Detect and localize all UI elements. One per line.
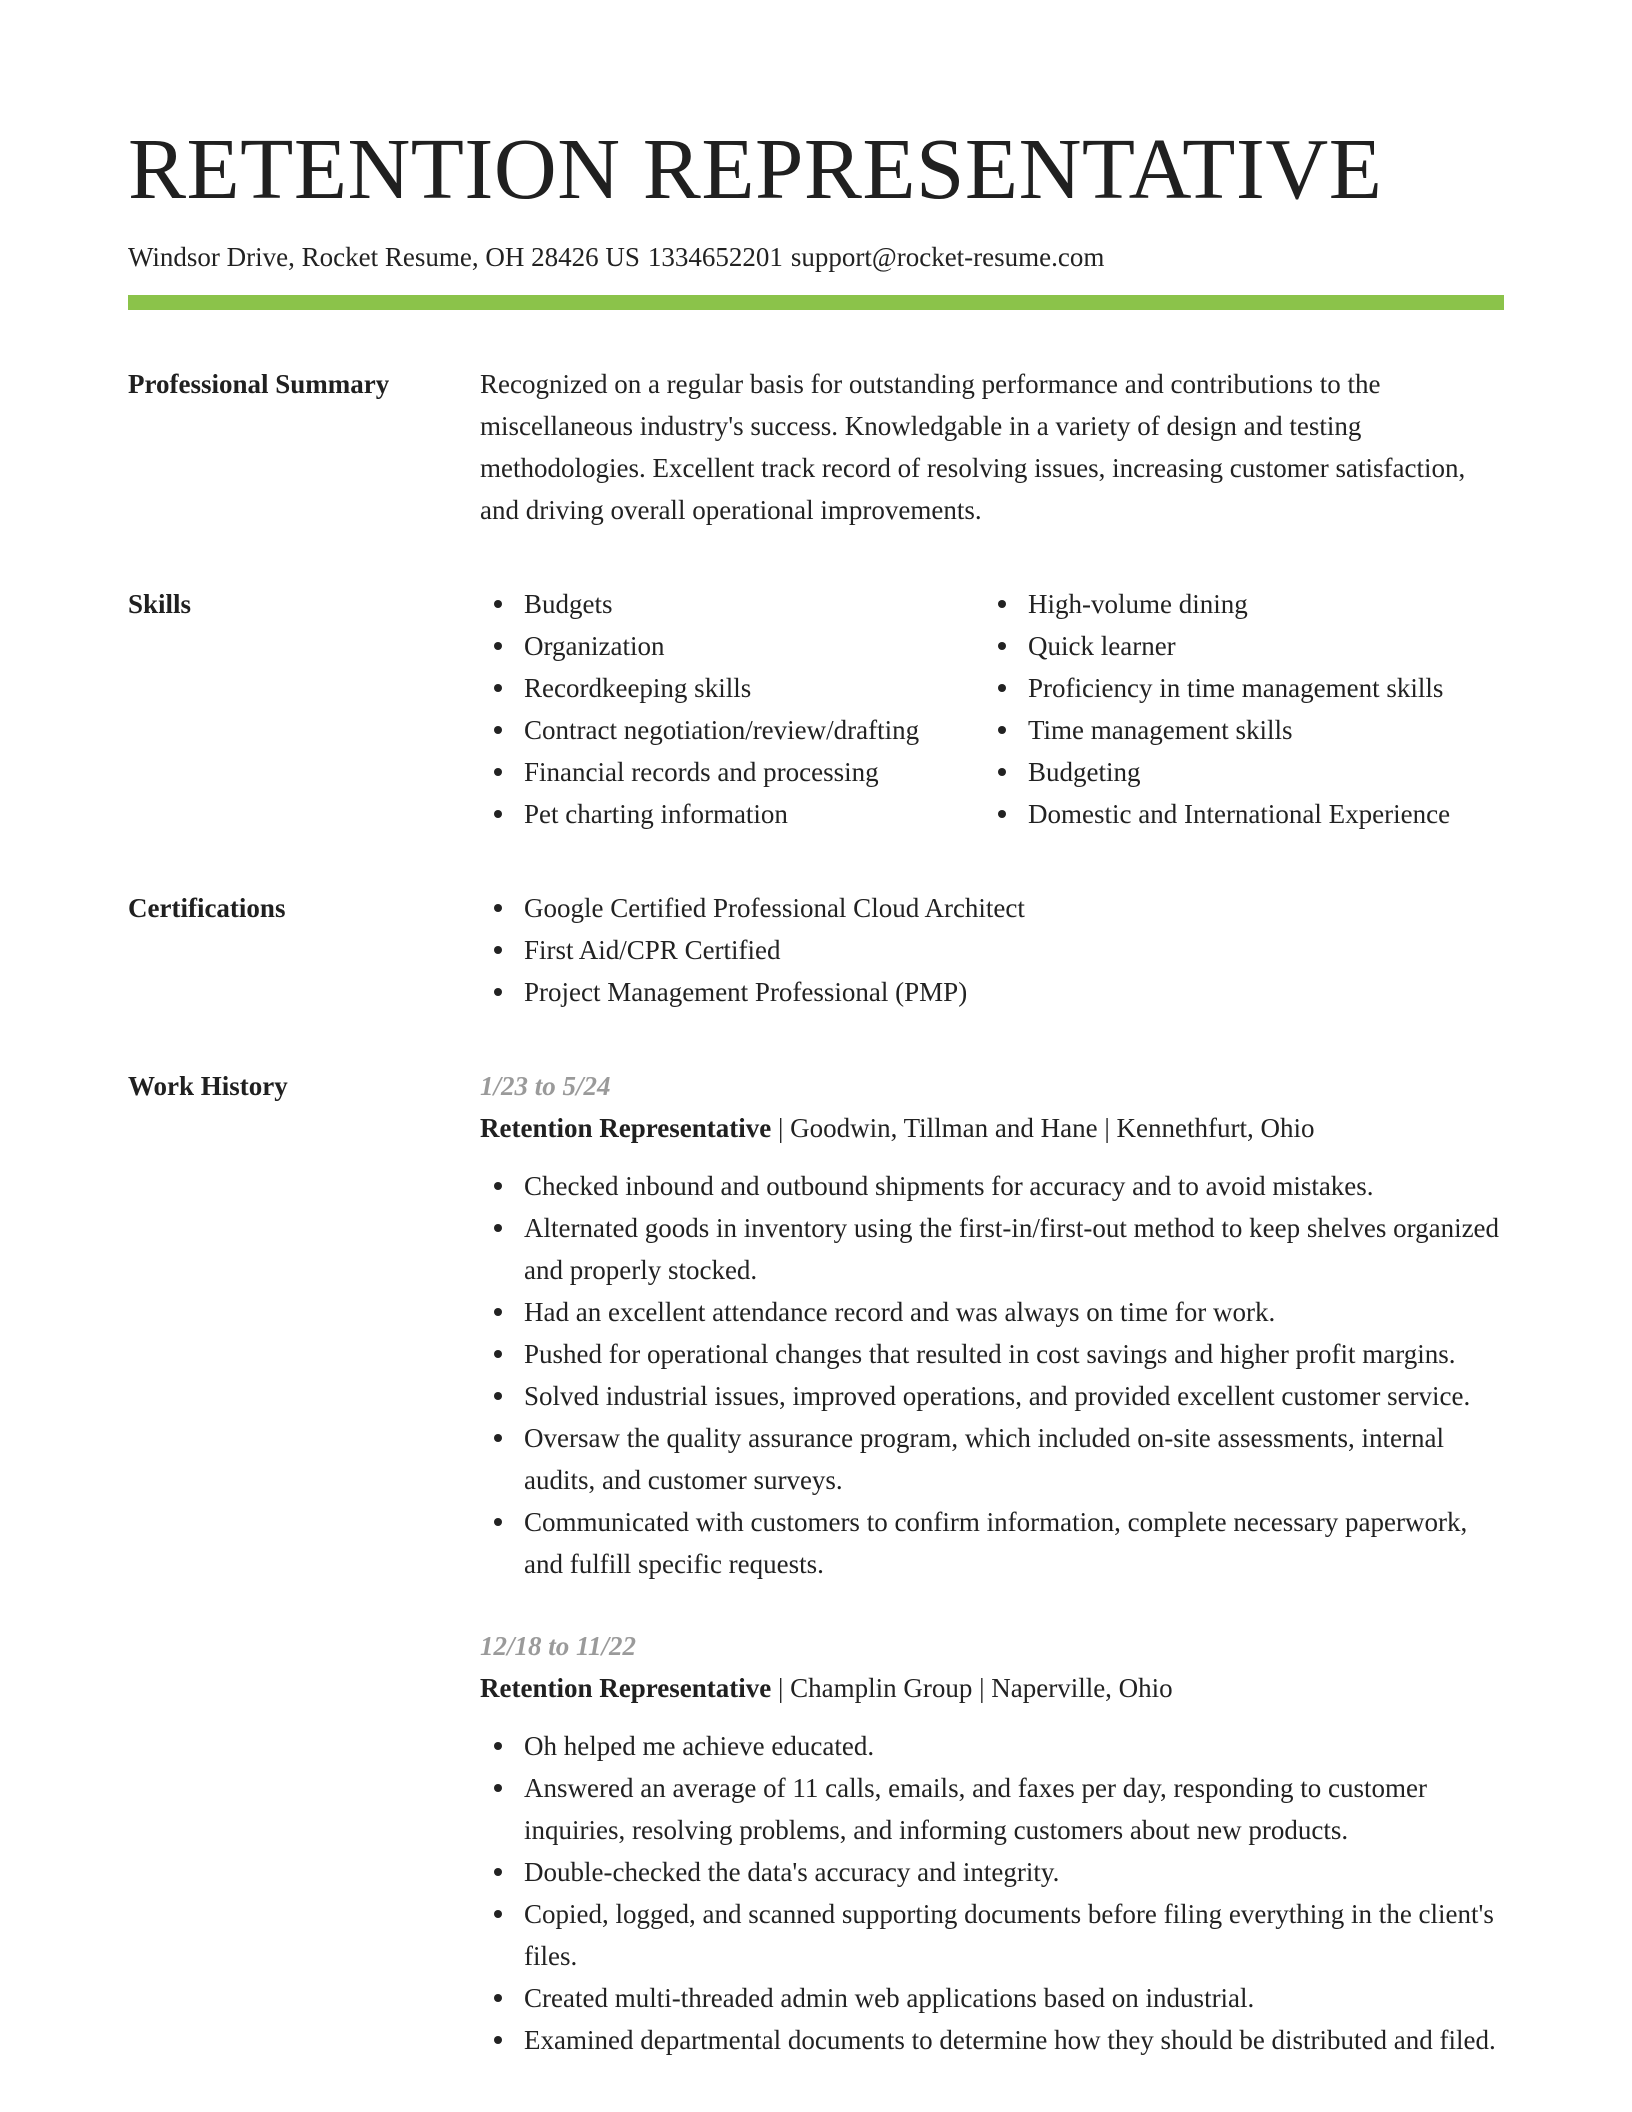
work-history-section — [128, 1065, 1504, 2061]
job-role: Retention Representative — [480, 1113, 772, 1143]
contact-line — [128, 239, 1504, 275]
certifications-section — [128, 887, 1504, 1013]
job-duty-item: Pushed for operational changes that resulted in cost savings and higher profit margins. — [480, 1333, 1504, 1375]
certifications-body — [480, 887, 1504, 1013]
job-duty-item: Answered an average of 11 calls, emails, and faxes per day, responding to customer inquiries, resolving problems, and informing customers about new products. — [480, 1767, 1504, 1851]
skills-grid — [480, 583, 1504, 835]
certification-item: First Aid/CPR Certified — [480, 929, 1504, 971]
work-history-label: Work History — [128, 1071, 288, 1101]
job-duty-item: Created multi-threaded admin web applications based on industrial. — [480, 1977, 1504, 2019]
job-duty-item: Had an excellent attendance record and was always on time for work. — [480, 1291, 1504, 1333]
skill-item: Budgets — [480, 583, 984, 625]
header-accent-rule — [128, 295, 1504, 310]
resume-title: RETENTION REPRESENTATIVE — [128, 120, 1383, 217]
job-employer-location: | Goodwin, Tillman and Hane | Kennethfurt, Ohio — [771, 1113, 1315, 1143]
summary-section — [128, 363, 1504, 531]
contact-address: Windsor Drive, Rocket Resume, OH 28426 US — [128, 242, 640, 272]
job-duty-item: Alternated goods in inventory using the first-in/first-out method to keep shelves organized and properly stocked. — [480, 1207, 1504, 1291]
work-history-body — [480, 1065, 1504, 2061]
summary-label: Professional Summary — [128, 369, 390, 399]
skill-item: Recordkeeping skills — [480, 667, 984, 709]
job-duty-item: Oversaw the quality assurance program, which included on-site assessments, internal audits, and customer surveys. — [480, 1417, 1504, 1501]
job-title-line — [480, 1107, 1504, 1149]
certification-item: Google Certified Professional Cloud Architect — [480, 887, 1504, 929]
skill-item: Pet charting information — [480, 793, 984, 835]
job-entry — [480, 1625, 1504, 2061]
skills-column-2 — [984, 583, 1504, 835]
job-entry — [480, 1065, 1504, 1585]
job-dates: 1/23 to 5/24 — [480, 1071, 611, 1101]
contact-email: support@rocket-resume.com — [790, 242, 1105, 272]
job-duty-item: Oh helped me achieve educated. — [480, 1725, 1504, 1767]
certification-item: Project Management Professional (PMP) — [480, 971, 1504, 1013]
skills-column-1 — [480, 583, 984, 835]
job-duties-list — [480, 1165, 1504, 1585]
job-duty-item: Checked inbound and outbound shipments for accuracy and to avoid mistakes. — [480, 1165, 1504, 1207]
job-duty-item: Double-checked the data's accuracy and integrity. — [480, 1851, 1504, 1893]
skill-item: Contract negotiation/review/drafting — [480, 709, 984, 751]
job-title-line — [480, 1667, 1504, 1709]
job-role: Retention Representative — [480, 1673, 772, 1703]
certifications-label: Certifications — [128, 893, 286, 923]
contact-phone: 1334652201 — [647, 242, 783, 272]
skill-item: Quick learner — [984, 625, 1504, 667]
summary-text: Recognized on a regular basis for outstanding performance and contributions to the miscellaneous industry's success. Knowledgable in a variety of design and testing methodologies. Excellent track record of resolving issues, increasing customer satisfaction, and driving overall operational improvements. — [480, 369, 1466, 525]
skill-item: Financial records and processing — [480, 751, 984, 793]
skills-section — [128, 583, 1504, 835]
job-duty-item: Communicated with customers to confirm information, complete necessary paperwork, and fulfill specific requests. — [480, 1501, 1504, 1585]
skill-item: High-volume dining — [984, 583, 1504, 625]
skill-item: Time management skills — [984, 709, 1504, 751]
skill-item: Budgeting — [984, 751, 1504, 793]
skill-item: Proficiency in time management skills — [984, 667, 1504, 709]
skill-item: Organization — [480, 625, 984, 667]
job-dates: 12/18 to 11/22 — [480, 1631, 637, 1661]
certifications-list — [480, 887, 1504, 1013]
job-duty-item: Copied, logged, and scanned supporting documents before filing everything in the client's files. — [480, 1893, 1504, 1977]
job-duty-item: Examined departmental documents to determine how they should be distributed and filed. — [480, 2019, 1504, 2061]
summary-body — [480, 363, 1504, 531]
job-duty-item: Solved industrial issues, improved operations, and provided excellent customer service. — [480, 1375, 1504, 1417]
skill-item: Domestic and International Experience — [984, 793, 1504, 835]
skills-label: Skills — [128, 589, 192, 619]
job-duties-list — [480, 1725, 1504, 2061]
job-employer-location: | Champlin Group | Naperville, Ohio — [771, 1673, 1173, 1703]
resume-page — [128, 0, 1504, 2061]
